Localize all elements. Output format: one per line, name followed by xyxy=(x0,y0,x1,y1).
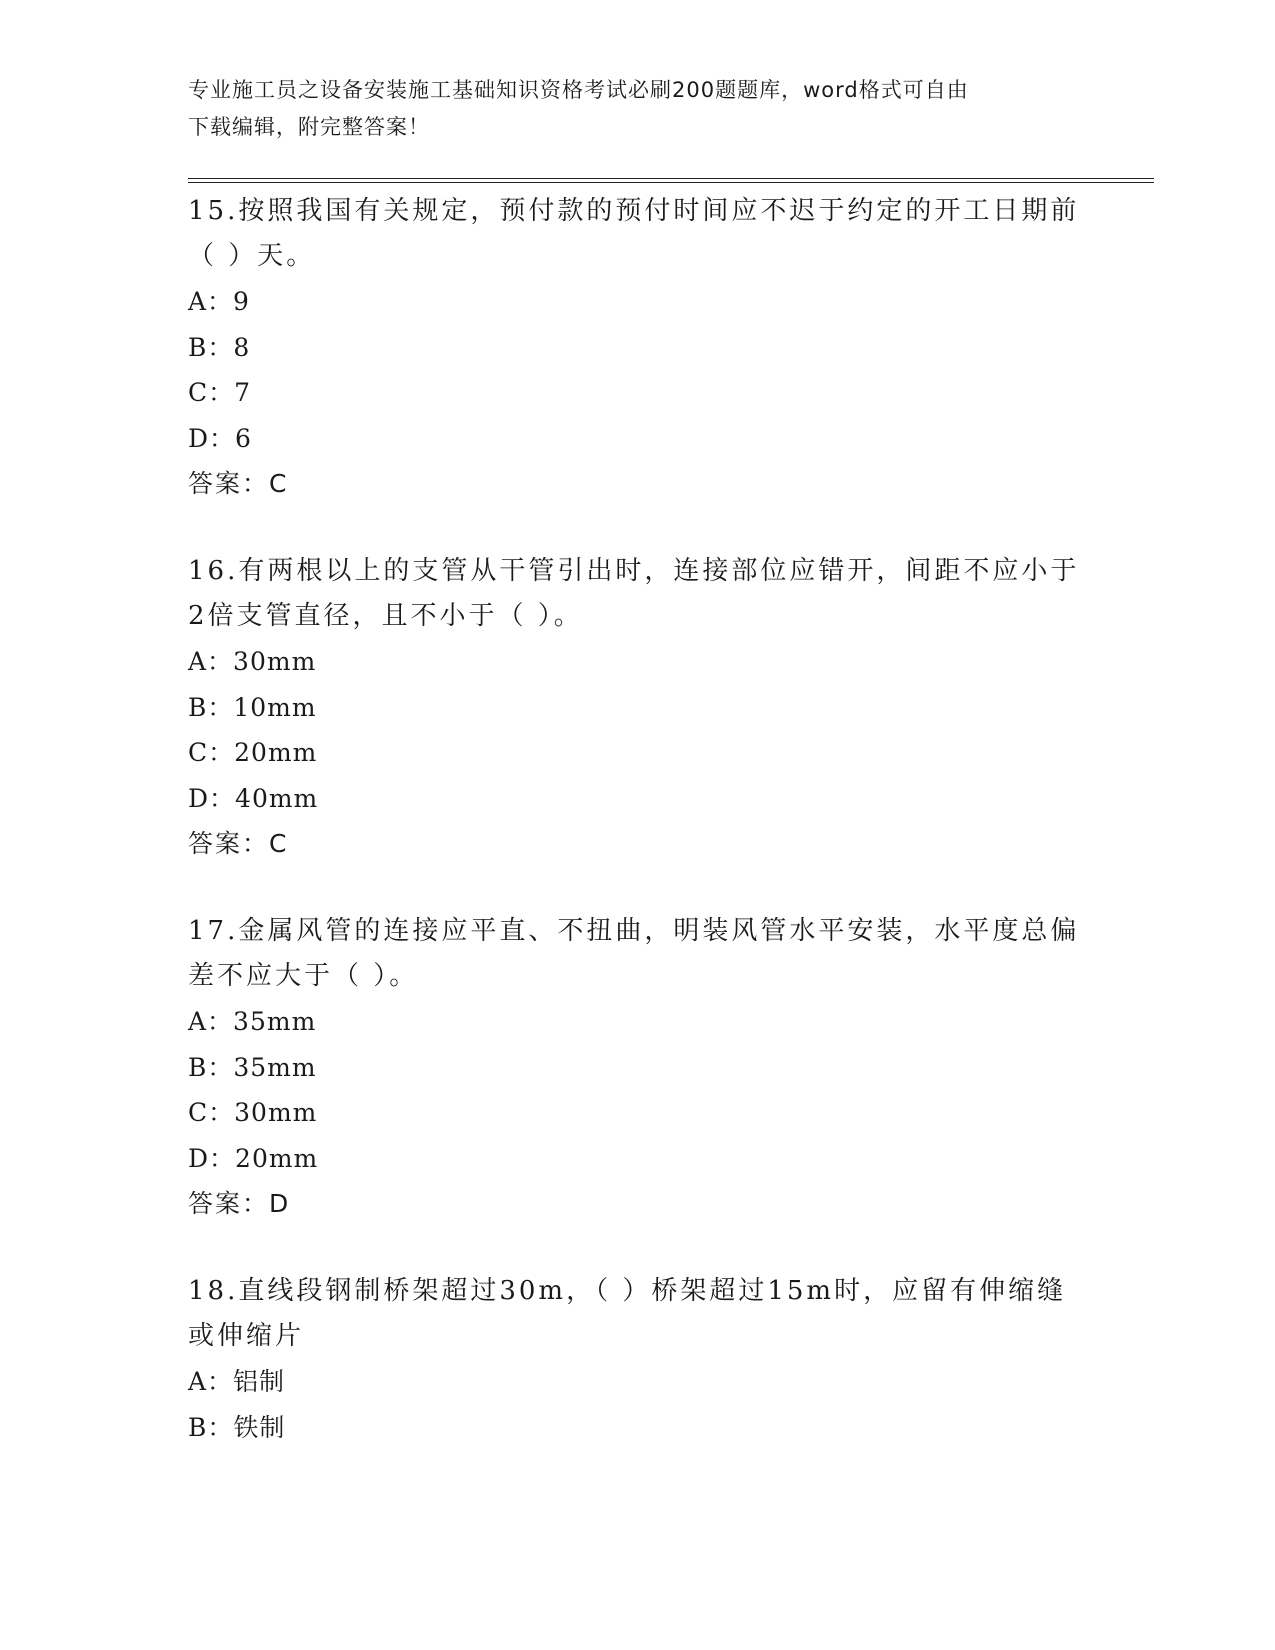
question-16 xyxy=(188,549,1088,866)
header-divider-bottom xyxy=(188,182,1154,183)
question-text: 15.按照我国有关规定，预付款的预付时间应不迟于约定的开工日期前（ ）天。 xyxy=(188,196,1080,271)
question-18 xyxy=(188,1269,1088,1450)
option-a: A：35mm xyxy=(188,1007,317,1036)
answer: 答案：C xyxy=(188,829,289,858)
question-17 xyxy=(188,909,1088,1226)
option-b: B：10mm xyxy=(188,692,317,722)
header-divider-top xyxy=(188,178,1154,179)
question-text: 17.金属风管的连接应平直、不扭曲，明装风管水平安装，水平度总偏差不应大于（ ）。 xyxy=(188,916,1080,991)
option-c: C：20mm xyxy=(188,738,318,767)
option-a: A：9 xyxy=(188,287,250,316)
option-c: C：7 xyxy=(188,378,252,407)
option-d: D：20mm xyxy=(188,1143,319,1173)
option-a: A：30mm xyxy=(188,647,317,676)
header-line-1: 专业施工员之设备安装施工基础知识资格考试必刷200题题库，word格式可自由 xyxy=(188,78,969,102)
option-b: B：铁制 xyxy=(188,1412,286,1442)
question-15 xyxy=(188,189,1088,506)
option-a: A：铝制 xyxy=(188,1367,286,1396)
option-b: B：35mm xyxy=(188,1052,317,1082)
answer: 答案：D xyxy=(188,1189,291,1218)
option-c: C：30mm xyxy=(188,1098,318,1127)
document-header xyxy=(188,72,1088,146)
option-d: D：40mm xyxy=(188,783,319,813)
question-text: 18.直线段钢制桥架超过30m，（ ）桥架超过15m时，应留有伸缩缝或伸缩片 xyxy=(188,1276,1067,1351)
question-list xyxy=(188,189,1088,1493)
option-b: B：8 xyxy=(188,332,251,362)
question-text: 16.有两根以上的支管从干管引出时，连接部位应错开，间距不应小于2倍支管直径，且不小于（ ）。 xyxy=(188,556,1080,631)
answer: 答案：C xyxy=(188,469,289,498)
header-line-2: 下载编辑，附完整答案！ xyxy=(188,115,430,139)
option-d: D：6 xyxy=(188,423,252,453)
